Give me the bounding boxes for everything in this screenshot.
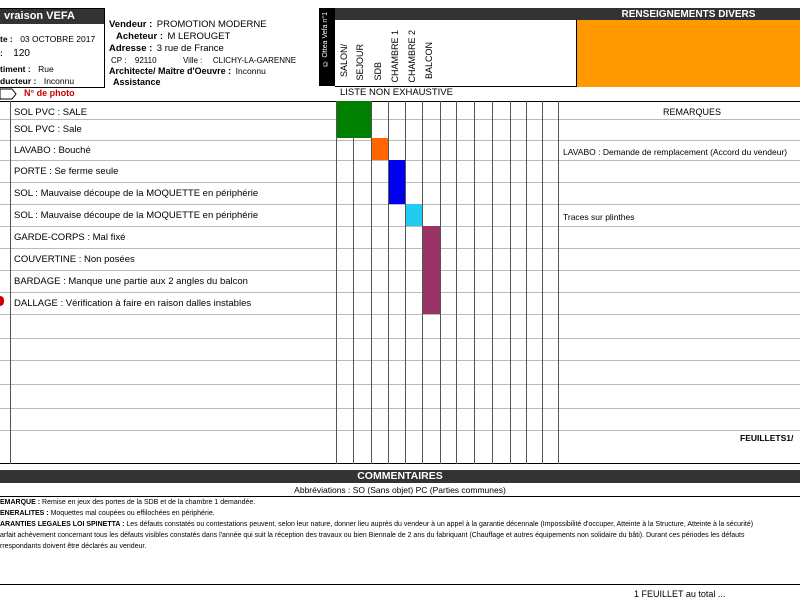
garanties-note-text: Les défauts constatés ou contestations peuvent, selon leur nature, donner lieu auprès du vendeur à un appel à la garantie décennale (Impossibilité d'occuper, Atteinte à la Structure, Atteinte à la sécurité) — [126, 521, 754, 528]
remarque-note-label: EMARQUE : — [0, 499, 41, 506]
column-salon: SALON/ — [339, 44, 349, 78]
conducteur-label: ducteur : — [0, 76, 37, 86]
defect-marker — [406, 204, 422, 226]
row-divider — [0, 360, 800, 361]
footer-feuillet: 1 FEUILLET au total ... — [634, 589, 726, 599]
number-label: : — [0, 48, 3, 58]
garanties-line-3: rrespondants doivent être déclarés au vendeur. — [0, 543, 147, 550]
adresse-label: Adresse : — [109, 43, 153, 54]
architecte-label: Architecte/ Maître d'Oeuvre : — [109, 66, 232, 76]
row-divider — [0, 292, 800, 293]
defect-row-text: BARDAGE : Manque une partie aux 2 angles du balcon — [14, 276, 248, 287]
column-divider — [440, 101, 441, 464]
defect-row-text: SOL : Mauvaise découpe de la MOQUETTE en périphérie — [14, 210, 259, 221]
defect-row-text: GARDE-CORPS : Mal fixé — [14, 232, 126, 243]
column-balcon: BALCON — [424, 42, 434, 80]
column-divider — [510, 101, 511, 464]
column-divider — [526, 101, 527, 464]
remarque-note — [0, 499, 255, 506]
column-chambre-1: CHAMBRE 1 — [390, 30, 400, 83]
row-divider — [0, 338, 800, 339]
row-divider — [0, 384, 800, 385]
defect-row-text: LAVABO : Bouché — [14, 145, 91, 156]
divers-box — [577, 20, 800, 87]
column-divider — [474, 101, 475, 464]
photo-label: N° de photo — [24, 88, 75, 98]
column-sejour: SEJOUR — [355, 44, 365, 81]
generalites-note — [0, 510, 215, 517]
garanties-note — [0, 521, 753, 528]
column-divider — [456, 101, 457, 464]
garanties-note-label: ARANTIES LEGALES LOI SPINETTA : — [0, 521, 125, 528]
form-title: vraison VEFA — [0, 9, 104, 24]
architecte-value: Inconnu — [235, 66, 266, 76]
abbreviations: Abbréviations : SO (Sans objet) PC (Parties communes) — [294, 485, 506, 495]
ville-label: Ville : — [182, 56, 203, 65]
date-value: 03 OCTOBRE 2017 — [20, 34, 96, 44]
rooms-header — [335, 20, 577, 87]
batiment-value: Rue — [38, 64, 54, 74]
generalites-note-label: ENERALITES : — [0, 510, 49, 517]
column-sdb: SDB — [373, 62, 383, 81]
generalites-note-text: Moquettes mal coupées ou effilochées en périphérie. — [50, 510, 215, 517]
column-divider — [336, 101, 337, 464]
vendeur-label: Vendeur : — [109, 19, 153, 30]
adresse-value: 3 rue de France — [156, 43, 224, 54]
defect-marker — [372, 138, 388, 160]
column-divider — [10, 101, 11, 464]
cp-value: 92110 — [134, 56, 157, 65]
remarques-header: REMARQUES — [663, 107, 722, 117]
column-divider — [492, 101, 493, 464]
header-box — [0, 8, 105, 88]
photo-arrow-icon — [0, 87, 18, 101]
row-divider — [0, 270, 800, 271]
feuillets-label: FEUILLETS1/ — [740, 433, 794, 443]
defect-marker — [337, 101, 371, 138]
column-chambre-2: CHAMBRE 2 — [407, 30, 417, 83]
defect-marker — [423, 226, 440, 314]
column-divider — [353, 101, 354, 464]
vendeur-value: PROMOTION MODERNE — [156, 19, 267, 30]
column-divider — [542, 101, 543, 464]
row-divider — [0, 314, 800, 315]
column-divider — [558, 101, 559, 464]
divers-title: RENSEIGNEMENTS DIVERS — [577, 8, 800, 20]
row-divider — [0, 140, 800, 141]
logo-block — [319, 8, 335, 86]
defect-row-text: SOL : Mauvaise découpe de la MOQUETTE en périphérie — [14, 188, 259, 199]
defect-row-text: DALLAGE : Vérification à faire en raison dalles instables — [14, 298, 252, 309]
ville-value: CLICHY-LA-GARENNE — [212, 56, 297, 65]
defect-row-text: COUVERTINE : Non posées — [14, 254, 135, 265]
column-divider — [388, 101, 389, 464]
row-divider — [0, 204, 800, 205]
footer-divider — [0, 584, 800, 585]
acheteur-value: M LEROUGET — [167, 31, 231, 42]
commentaires-title: COMMENTAIRES — [0, 470, 800, 483]
defect-row-text: PORTE : Se ferme seule — [14, 166, 119, 177]
row-divider — [0, 408, 800, 409]
comment-divider — [0, 496, 800, 497]
remarque-note-text: Remise en jeux des portes de la SDB et de la chambre 1 demandée. — [42, 499, 256, 506]
assistance-label: Assistance — [113, 77, 161, 87]
defect-row-text: SOL PVC : Sale — [14, 124, 82, 135]
conducteur-value: Inconnu — [43, 76, 75, 86]
row-divider — [0, 430, 800, 431]
column-divider — [405, 101, 406, 464]
rooms-top-bar — [335, 8, 577, 20]
defect-row-remark: Traces sur plinthes — [563, 212, 635, 222]
row-divider — [0, 119, 800, 120]
defect-row-remark: LAVABO : Demande de remplacement (Accord du vendeur) — [563, 147, 788, 157]
assistance-line — [113, 72, 161, 90]
defect-marker — [389, 160, 405, 204]
list-note: LISTE NON EXHAUSTIVE — [340, 87, 453, 98]
date-label: te : — [0, 34, 13, 44]
number-value: 120 — [13, 48, 30, 59]
garanties-line-2: arfait achèvement concernant tous les défauts visibles constatés dans l'année qui suit la réception des travaux ou bien Biennale de 2 ans du fabriquant (Chauffage et autres équipements non solidaire du bâti). Durant ces périodes les défauts — [0, 532, 745, 539]
row-divider — [0, 226, 800, 227]
row-divider — [0, 248, 800, 249]
logo-text: © Ottea Vefa n°1 — [322, 12, 329, 67]
acheteur-label: Acheteur : — [116, 31, 163, 42]
defect-row-text: SOL PVC : SALE — [14, 107, 88, 118]
cp-label: CP : — [111, 56, 127, 65]
batiment-label: timent : — [0, 64, 31, 74]
